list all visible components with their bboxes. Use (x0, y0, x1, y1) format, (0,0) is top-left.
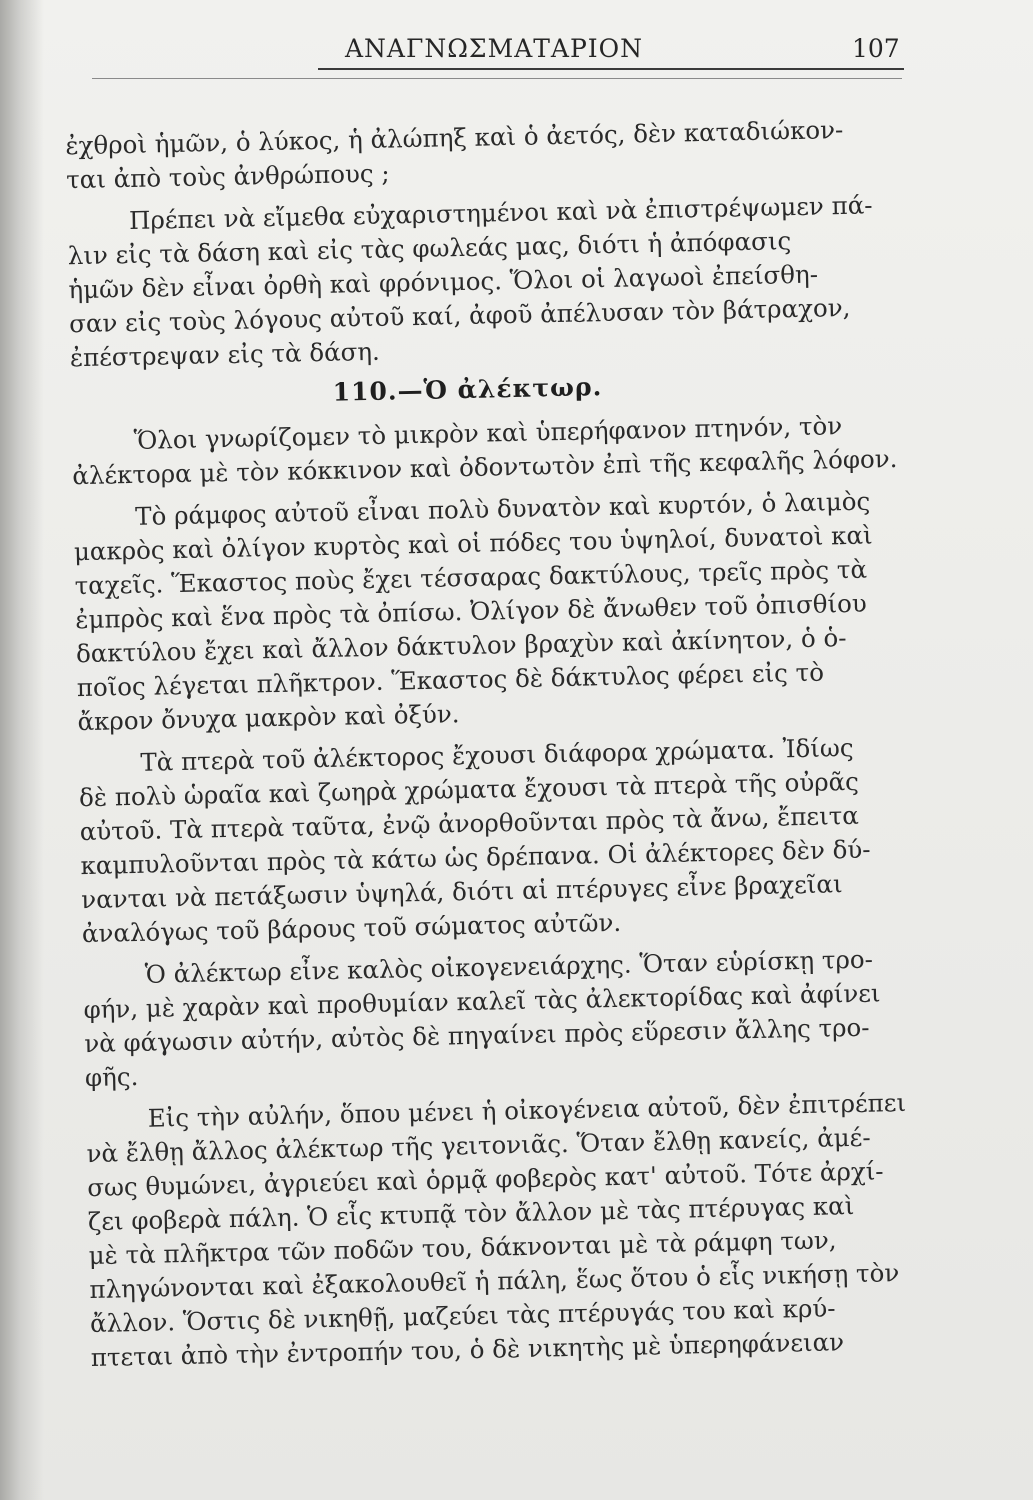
text-line: σως θυμώνει, ἀγριεύει καὶ ὁρμᾷ φοβερὸς κατ' αὐτοῦ. Τότε ἀρχί- (86, 1156, 884, 1203)
text-line: φήν, μὲ χαρὰν καὶ προθυμίαν καλεῖ τὰς ἀλεκτορίδας καὶ ἀφίνει (83, 978, 881, 1025)
text-line: ἄλλον. Ὅστις δὲ νικηθῇ, μαζεύει τὰς πτέρυγάς του καὶ κρύ- (89, 1293, 836, 1339)
text-line: ἄκρον ὄνυχα μακρὸν καὶ ὀξύν. (77, 699, 460, 737)
text-line: πτεται ἀπὸ τὴν ἐντροπήν του, ὁ δὲ νικητὴς μὲ ὑπερηφάνειαν (90, 1327, 845, 1373)
text-line: ἡμῶν δὲν εἶναι ὀρθὴ καὶ φρόνιμος. Ὅλοι οἱ λαγωοὶ ἐπείσθη- (68, 259, 819, 305)
text-line: σαν εἰς τοὺς λόγους αὐτοῦ καί, ἀφοῦ ἀπέλυσαν τὸν βάτραχον, (68, 292, 851, 339)
text-line: Πρέπει νὰ εἴμεθα εὐχαριστημένοι καὶ νὰ ἐπιστρέψωμεν πά- (128, 190, 873, 235)
text-line: νὰ φάγωσιν αὐτήν, αὐτὸς δὲ πηγαίνει πρὸς εὕρεσιν ἄλλης τρο- (83, 1012, 870, 1059)
text-line: καμπυλοῦνται πρὸς τὰ κάτω ὡς δρέπανα. Οἱ ἀλέκτορες δὲν δύ- (80, 834, 871, 881)
text-line: μὲ τὰ πλῆκτρα τῶν ποδῶν του, δάκνονται μὲ τὰ ράμφη των, (88, 1225, 837, 1271)
text-line: ποῖος λέγεται πλῆκτρον. Ἕκαστος δὲ δάκτυλος φέρει εἰς τὸ (76, 657, 825, 703)
text-line: μακρὸς καὶ ὀλίγον κυρτὸς καὶ οἱ πόδες του ὑψηλοί, δυνατοὶ καὶ (73, 520, 873, 567)
section-title: 110.—Ὁ ἀλέκτωρ. (332, 372, 603, 407)
text-line: Τὸ ράμφος αὐτοῦ εἶναι πολὺ δυνατὸν καὶ κυρτόν, ὁ λαιμὸς (134, 486, 871, 531)
text-line: Τὰ πτερὰ τοῦ ἀλέκτορος ἔχουσι διάφορα χρώματα. Ἰδίως (140, 732, 854, 777)
text-line: ζει φοβερὰ πάλη. Ὁ εἷς κτυπᾷ τὸν ἄλλον μὲ τὰς πτέρυγας καὶ (87, 1191, 855, 1237)
text-line: λιν εἰς τὰ δάση καὶ εἰς τὰς φωλεάς μας, διότι ἡ ἀπόφασις (67, 226, 792, 271)
text-line: νὰ ἔλθῃ ἄλλος ἀλέκτωρ τῆς γειτονιᾶς. Ὅταν ἔλθῃ κανείς, ἀμέ- (86, 1122, 871, 1169)
text-line: ἐμπρὸς καὶ ἕνα πρὸς τὰ ὀπίσω. Ὀλίγον δὲ ἄνωθεν τοῦ ὀπισθίου (75, 588, 868, 635)
text-line: δακτύλου ἔχει καὶ ἄλλον δάκτυλον βραχὺν καὶ ἀκίνητον, ὁ ὁ- (75, 623, 847, 669)
text-line: ἐχθροὶ ἡμῶν, ὁ λύκος, ἡ ἀλώπηξ καὶ ὁ ἀετός, δὲν καταδιώκον- (65, 115, 844, 161)
text-line: αὐτοῦ. Τὰ πτερὰ ταῦτα, ἐνῷ ἀνορθοῦνται πρὸς τὰ ἄνω, ἔπειτα (79, 800, 860, 847)
text-line: ἐπέστρεψαν εἰς τὰ δάση. (69, 336, 381, 373)
text-line: ἀλέκτορα μὲ τὸν κόκκινον καὶ ὀδοντωτὸν ἐπὶ τῆς κεφαλῆς λόφον. (72, 443, 898, 491)
text-line: ταχεῖς. Ἕκαστος ποὺς ἔχει τέσσαρας δακτύλους, τρεῖς πρὸς τὰ (74, 554, 868, 601)
running-head-title: ΑΝΑΓΝΩΣΜΑΤΑΡΙΟΝ (345, 34, 644, 63)
text-line: ται ἀπὸ τοὺς ἀνθρώπους ; (65, 158, 390, 195)
text-line: Ὅλοι γνωρίζομεν τὸ μικρὸν καὶ ὑπερήφανον πτηνόν, τὸν (133, 411, 843, 455)
text-line: πληγώνονται καὶ ἐξακολουθεῖ ἡ πάλη, ἕως ὅτου ὁ εἷς νικήσῃ τὸν (89, 1258, 900, 1305)
text-line: Εἰς τὴν αὐλήν, ὅπου μένει ἡ οἰκογένεια αὐτοῦ, δὲν ἐπιτρέπει (147, 1087, 907, 1133)
text-line: ἀναλόγως τοῦ βάρους τοῦ σώματος αὐτῶν. (81, 907, 622, 949)
text-line: φῆς. (84, 1061, 139, 1093)
text-line: δὲ πολὺ ὡραῖα καὶ ζωηρὰ χρώματα ἔχουσι τὰ πτερὰ τῆς οὐρᾶς (78, 766, 860, 813)
page-number: 107 (852, 34, 900, 63)
text-line: νανται νὰ πετάξωσιν ὑψηλά, διότι αἱ πτέρυγες εἶνε βραχεῖαι (80, 869, 843, 915)
text-line: Ὁ ἀλέκτωρ εἶνε καλὸς οἰκογενειάρχης. Ὅταν εὑρίσκῃ τρο- (144, 944, 874, 989)
